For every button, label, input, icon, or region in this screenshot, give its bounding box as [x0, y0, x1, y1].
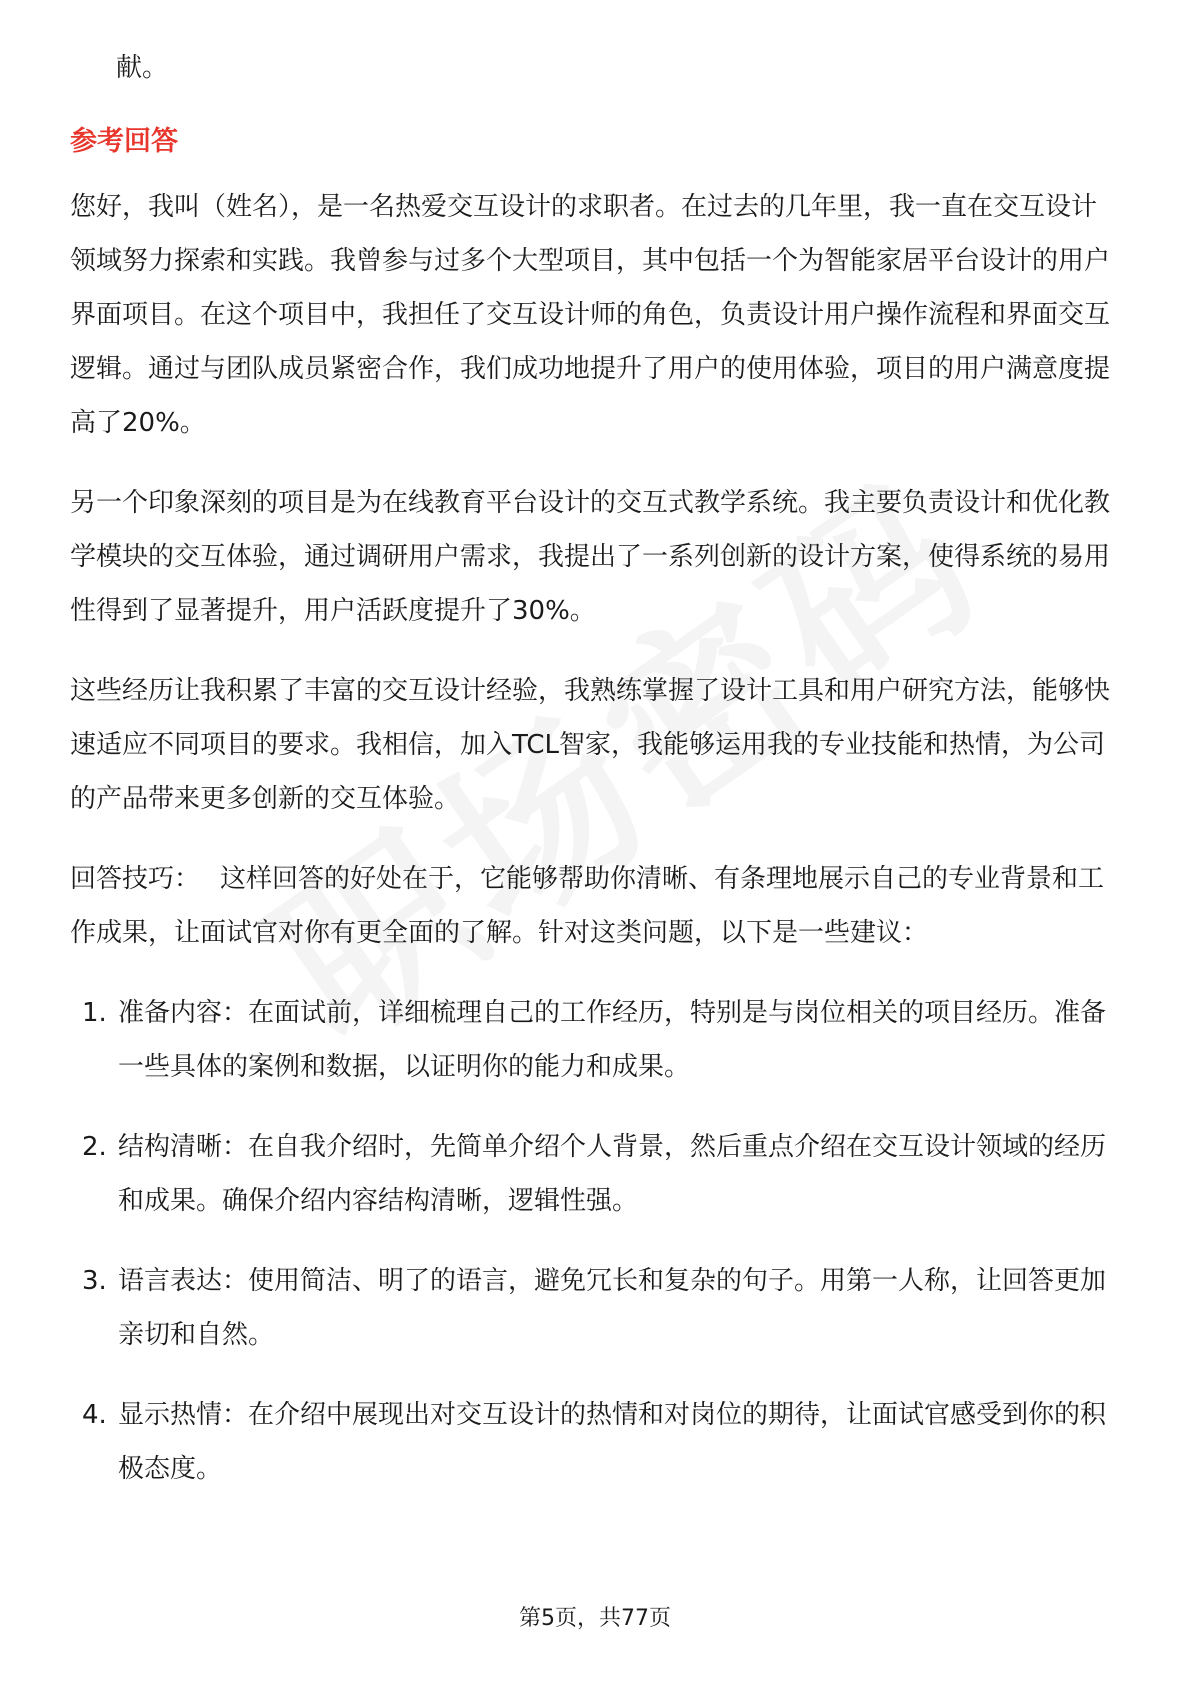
answer-paragraph-1: 您好，我叫（姓名），是一名热爱交互设计的求职者。在过去的几年里，我一直在交互设计领域努力探索和实践。我曾参与过多个大型项目，其中包括一个为智能家居平台设计的用户界面项目。在这个项目中，我担任了交互设计师的角色，负责设计用户操作流程和界面交互逻辑。通过与团队成员紧密合作，我们成功地提升了用户的使用体验，项目的用户满意度提高了20%。	[70, 192, 1111, 438]
answer-paragraph-2: 另一个印象深刻的项目是为在线教育平台设计的交互式教学系统。我主要负责设计和优化教学模块的交互体验，通过调研用户需求，我提出了一系列创新的设计方案，使得系统的易用性得到了显著提升，用户活跃度提升了30%。	[70, 488, 1111, 626]
list-item	[70, 1388, 1120, 1496]
list-item-text: 结构清晰：在自我介绍时，先简单介绍个人背景，然后重点介绍在交互设计领域的经历和成果。确保介绍内容结构清晰，逻辑性强。	[118, 1132, 1107, 1216]
list-item-text: 显示热情：在介绍中展现出对交互设计的热情和对岗位的期待，让面试官感受到你的积极态度。	[118, 1400, 1107, 1484]
continuation-text: 献。	[116, 53, 169, 83]
list-item	[70, 1254, 1120, 1362]
tips-text: 这样回答的好处在于，它能够帮助你清晰、有条理地展示自己的专业背景和工作成果，让面试官对你有更全面的了解。针对这类问题，以下是一些建议：	[70, 864, 1105, 948]
list-item-number: 3.	[82, 1266, 107, 1296]
section-title: 参考回答	[70, 126, 178, 157]
tips-paragraph	[70, 852, 1120, 960]
list-item	[70, 1120, 1120, 1228]
list-item-text: 语言表达：使用简洁、明了的语言，避免冗长和复杂的句子。用第一人称，让回答更加亲切和自然。	[118, 1266, 1107, 1350]
page-content	[70, 50, 1120, 1522]
list-item-number: 4.	[82, 1400, 107, 1430]
tips-label: 回答技巧：	[70, 864, 201, 894]
page-footer: 第5页，共77页	[519, 1606, 671, 1631]
list-item-text: 准备内容：在面试前，详细梳理自己的工作经历，特别是与岗位相关的项目经历。准备一些具体的案例和数据，以证明你的能力和成果。	[118, 998, 1107, 1082]
list-item-number: 1.	[82, 998, 107, 1028]
list-item	[70, 986, 1120, 1094]
tip-list	[70, 986, 1120, 1496]
list-item-number: 2.	[82, 1132, 107, 1162]
answer-paragraph-3: 这些经历让我积累了丰富的交互设计经验，我熟练掌握了设计工具和用户研究方法，能够快速适应不同项目的要求。我相信，加入TCL智家，我能够运用我的专业技能和热情，为公司的产品带来更多创新的交互体验。	[70, 676, 1111, 814]
